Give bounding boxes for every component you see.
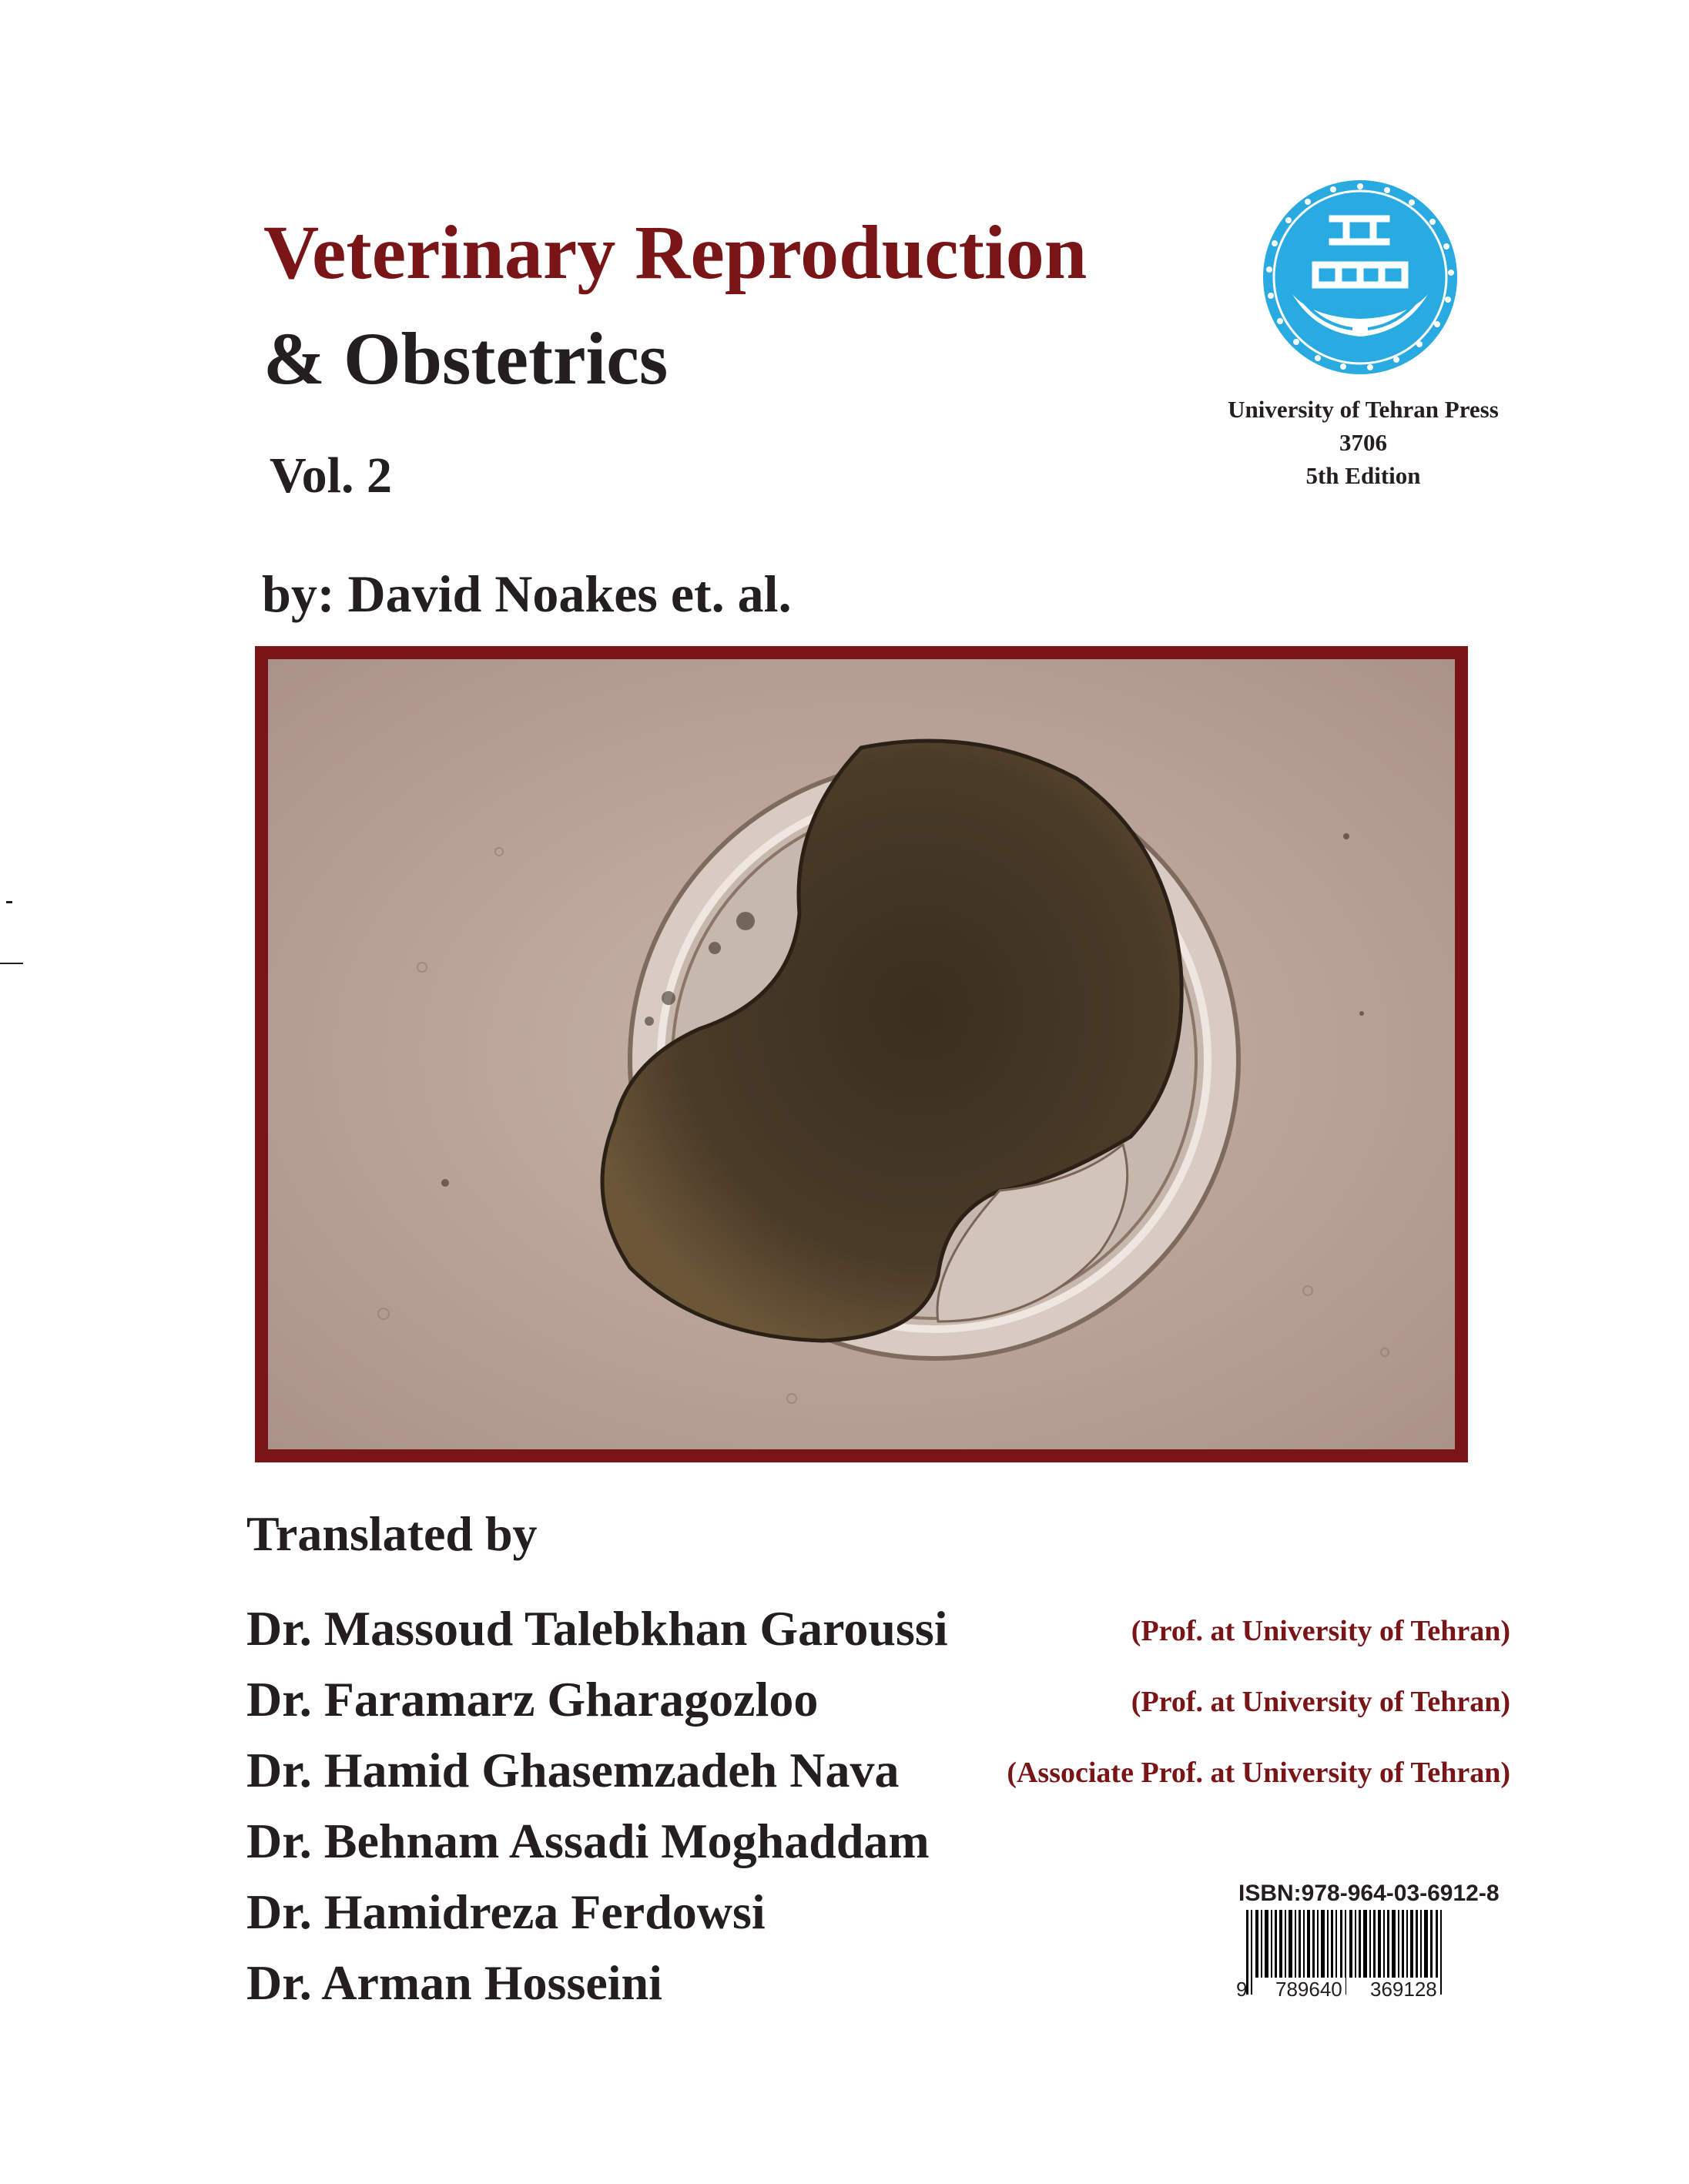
margin-mark [6,901,12,903]
translator-name-5: Dr. Hamidreza Ferdowsi [246,1884,766,1939]
translator-name-2: Dr. Faramarz Gharagozloo [246,1672,819,1727]
publisher-edition: 5th Edition [1305,462,1421,489]
publisher-block [1186,393,1540,492]
translator-name-1: Dr. Massoud Talebkhan Garoussi [246,1601,948,1656]
embryo-micrograph-image [268,659,1455,1449]
translator-name-3: Dr. Hamid Ghasemzadeh Nava [246,1743,900,1797]
barcode-digits-left: 789640 [1272,1978,1346,2001]
publisher-number: 3706 [1339,429,1387,456]
isbn-label: ISBN:978-964-03-6912-8 [1238,1881,1500,1906]
translator-name-6: Dr. Arman Hosseini [246,1955,662,2010]
translator-affiliation-2: (Prof. at University of Tehran) [1131,1686,1510,1718]
volume-label: Vol. 2 [270,447,392,504]
translator-affiliation-1: (Prof. at University of Tehran) [1131,1615,1510,1647]
translator-affiliation-3: (Associate Prof. at University of Tehran) [1007,1757,1510,1789]
title-line-2: & Obstetrics [263,317,669,400]
title-line-1: Veterinary Reproduction [263,209,1087,295]
author-line: by: David Noakes et. al. [262,564,792,623]
barcode-digit-first: 9 [1236,1978,1248,2001]
translator-name-4: Dr. Behnam Assadi Moghaddam [246,1814,930,1868]
margin-mark [0,963,23,964]
university-logo-icon [1262,179,1459,376]
cover-photo-frame [255,646,1468,1462]
translated-by-heading: Translated by [246,1506,538,1561]
publisher-name: University of Tehran Press [1228,396,1499,423]
logo-text: دانشگاه تهران [1332,305,1388,316]
barcode-digits-right: 369128 [1367,1978,1440,2001]
